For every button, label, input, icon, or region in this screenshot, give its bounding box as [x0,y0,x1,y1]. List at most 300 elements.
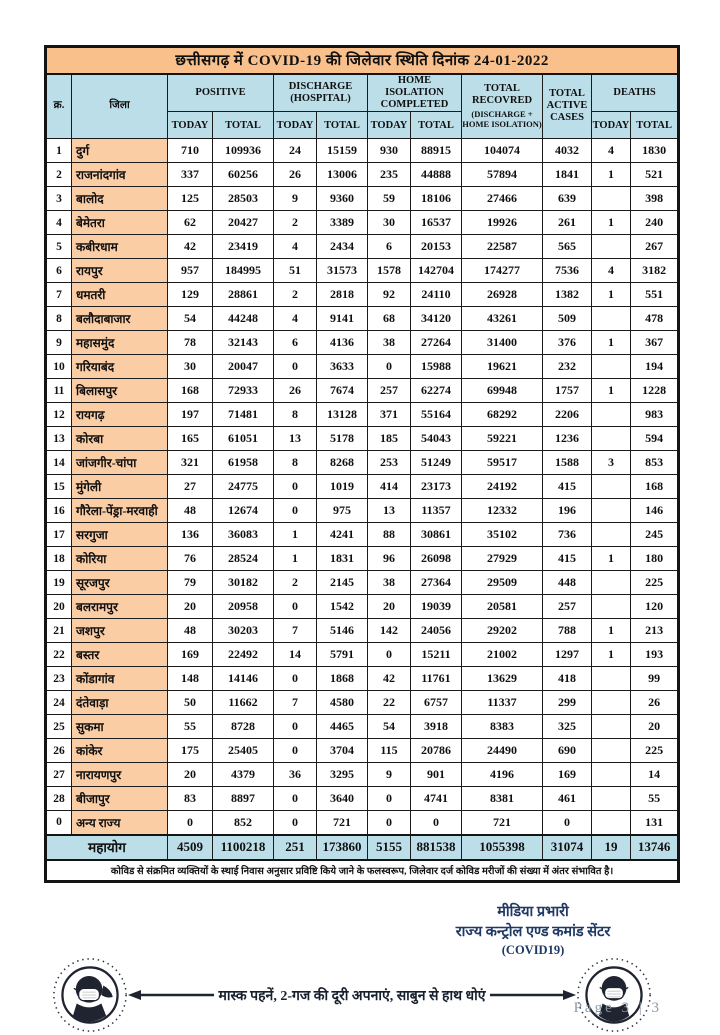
total-label: महायोग [46,835,168,860]
cell-value: 24775 [213,475,274,499]
cell-value: 853 [631,451,679,475]
cell-value: 0 [274,475,317,499]
cell-value: 8268 [317,451,368,475]
table-row [46,211,679,235]
cell-value: 3633 [317,355,368,379]
header-home-total: TOTAL [411,112,462,139]
cell-serial: 12 [46,403,72,427]
cell-value: 22 [368,691,411,715]
cell-value: 6 [274,331,317,355]
cell-value [592,427,631,451]
table-row [46,379,679,403]
cell-value: 8897 [213,787,274,811]
total-cell: 13746 [631,835,679,860]
cell-district: कबीरधाम [72,235,168,259]
total-cell: 5155 [368,835,411,860]
cell-value: 2 [274,571,317,595]
cell-value: 25405 [213,739,274,763]
cell-value: 29509 [462,571,543,595]
cell-value: 6 [368,235,411,259]
covid-status-table [44,45,680,883]
table-row [46,259,679,283]
cell-value: 20786 [411,739,462,763]
cell-value: 20427 [213,211,274,235]
cell-value: 31400 [462,331,543,355]
cell-value: 9 [368,763,411,787]
table-row [46,499,679,523]
cell-district: बीजापुर [72,787,168,811]
cell-value: 88915 [411,139,462,163]
cell-value: 30 [368,211,411,235]
cell-value: 19926 [462,211,543,235]
cell-value [592,403,631,427]
cell-district: दंतेवाड़ा [72,691,168,715]
cell-value: 253 [368,451,411,475]
cell-value: 24110 [411,283,462,307]
header-positive: POSITIVE [168,74,274,112]
cell-serial: 10 [46,355,72,379]
cell-serial: 16 [46,499,72,523]
cell-value: 44888 [411,163,462,187]
cell-value: 20 [168,595,213,619]
cell-value: 20153 [411,235,462,259]
cell-value: 12332 [462,499,543,523]
cell-value: 19039 [411,595,462,619]
cell-value [592,763,631,787]
cell-serial: 9 [46,331,72,355]
cell-value: 35102 [462,523,543,547]
cell-value [592,355,631,379]
cell-value: 4 [274,235,317,259]
cell-value: 27264 [411,331,462,355]
cell-district: जशपुर [72,619,168,643]
cell-value: 16537 [411,211,462,235]
cell-value [592,739,631,763]
cell-value: 0 [368,787,411,811]
cell-value: 131 [631,811,679,835]
cell-serial: 4 [46,211,72,235]
cell-value: 60256 [213,163,274,187]
header-active-cases: TOTAL ACTIVE CASES [543,74,592,139]
cell-district: बेमेतरा [72,211,168,235]
mask-message: मास्क पहनें, 2-गज की दूरी अपनाएं, साबुन से हाथ धोएं [218,988,486,1004]
cell-value: 196 [543,499,592,523]
cell-value: 639 [543,187,592,211]
header-positive-today: TODAY [168,112,213,139]
cell-serial: 19 [46,571,72,595]
cell-value: 42 [368,667,411,691]
cell-value: 99 [631,667,679,691]
cell-value: 565 [543,235,592,259]
cell-value: 901 [411,763,462,787]
cell-value [592,787,631,811]
cell-value: 0 [274,715,317,739]
cell-value: 55 [631,787,679,811]
table-row [46,787,679,811]
total-row [46,835,679,860]
cell-value: 59 [368,187,411,211]
cell-district: मुंगेली [72,475,168,499]
cell-value: 23419 [213,235,274,259]
cell-district: बलरामपुर [72,595,168,619]
cell-value: 193 [631,643,679,667]
cell-value: 15211 [411,643,462,667]
cell-district: महासमुंद [72,331,168,355]
cell-value: 68292 [462,403,543,427]
cell-value: 213 [631,619,679,643]
signature-covid: (COVID19) [501,943,565,958]
cell-value: 50 [168,691,213,715]
cell-value: 551 [631,283,679,307]
header-district: जिला [72,74,168,139]
cell-value: 55 [168,715,213,739]
cell-value: 0 [368,811,411,835]
cell-value: 337 [168,163,213,187]
cell-value: 69948 [462,379,543,403]
cell-value: 3 [592,451,631,475]
cell-district: धमतरी [72,283,168,307]
cell-serial: 23 [46,667,72,691]
table-row [46,763,679,787]
cell-value: 8728 [213,715,274,739]
cell-serial: 17 [46,523,72,547]
cell-district: कोरिया [72,547,168,571]
cell-value: 31573 [317,259,368,283]
cell-value: 4 [592,139,631,163]
cell-value: 0 [411,811,462,835]
cell-value: 54043 [411,427,462,451]
cell-value: 129 [168,283,213,307]
cell-value: 15988 [411,355,462,379]
table-body [46,139,679,835]
cell-serial: 27 [46,763,72,787]
cell-value: 61958 [213,451,274,475]
cell-value: 168 [631,475,679,499]
cell-value: 3389 [317,211,368,235]
cell-value: 8 [274,451,317,475]
header-discharge-total: TOTAL [317,112,368,139]
cell-serial: 26 [46,739,72,763]
table-row [46,451,679,475]
header-group-row [46,74,679,112]
table-row [46,307,679,331]
title-row [46,47,679,74]
cell-value: 3295 [317,763,368,787]
mask-advisory [52,956,652,1034]
cell-value: 13128 [317,403,368,427]
cell-serial: 2 [46,163,72,187]
cell-value: 30182 [213,571,274,595]
cell-value: 142704 [411,259,462,283]
cell-value: 325 [543,715,592,739]
cell-value [592,811,631,835]
cell-serial: 5 [46,235,72,259]
cell-value: 29202 [462,619,543,643]
cell-value: 2818 [317,283,368,307]
cell-serial: 21 [46,619,72,643]
cell-value: 148 [168,667,213,691]
cell-serial: 22 [46,643,72,667]
table-row [46,691,679,715]
cell-value: 20 [368,595,411,619]
cell-value: 76 [168,547,213,571]
header-discharge-today: TODAY [274,112,317,139]
cell-value: 4379 [213,763,274,787]
cell-value: 261 [543,211,592,235]
cell-serial: 6 [46,259,72,283]
cell-value: 690 [543,739,592,763]
header-deaths-today: TODAY [592,112,631,139]
cell-value: 1831 [317,547,368,571]
cell-value: 38 [368,331,411,355]
cell-value: 983 [631,403,679,427]
page-number: Page 3 | 3 [573,1000,662,1016]
cell-value: 1 [592,619,631,643]
cell-value: 14 [631,763,679,787]
cell-value: 414 [368,475,411,499]
cell-value: 9360 [317,187,368,211]
cell-value: 5178 [317,427,368,451]
cell-value [592,475,631,499]
cell-value: 4136 [317,331,368,355]
cell-value: 0 [274,787,317,811]
cell-value: 448 [543,571,592,595]
cell-value: 1588 [543,451,592,475]
cell-value [592,187,631,211]
cell-value: 146 [631,499,679,523]
cell-value: 26 [631,691,679,715]
cell-serial: 18 [46,547,72,571]
cell-value: 0 [274,499,317,523]
table-row [46,139,679,163]
cell-value: 11761 [411,667,462,691]
cell-value: 28503 [213,187,274,211]
cell-value: 3918 [411,715,462,739]
table-row [46,163,679,187]
cell-district: दुर्ग [72,139,168,163]
footnote-row [46,860,679,882]
cell-value: 54 [168,307,213,331]
cell-serial: 25 [46,715,72,739]
cell-value: 11337 [462,691,543,715]
cell-value: 142 [368,619,411,643]
cell-value: 26928 [462,283,543,307]
cell-value: 1 [274,547,317,571]
cell-district: बिलासपुर [72,379,168,403]
cell-value: 8 [274,403,317,427]
cell-district: गौरेला-पेंड्रा-मरवाही [72,499,168,523]
table-row [46,235,679,259]
cell-value: 1 [274,523,317,547]
total-cell: 1100218 [213,835,274,860]
table-row [46,739,679,763]
table-row [46,187,679,211]
cell-value [592,235,631,259]
cell-value: 38 [368,571,411,595]
table-row [46,523,679,547]
table-row [46,571,679,595]
cell-value [592,595,631,619]
cell-value: 23173 [411,475,462,499]
cell-value: 1 [592,331,631,355]
table-row [46,715,679,739]
cell-value: 92 [368,283,411,307]
cell-value: 27364 [411,571,462,595]
cell-district: बस्तर [72,643,168,667]
cell-serial: 24 [46,691,72,715]
cell-value: 5146 [317,619,368,643]
cell-district: जांजगीर-चांपा [72,451,168,475]
cell-value: 20958 [213,595,274,619]
cell-serial: 14 [46,451,72,475]
cell-value: 3182 [631,259,679,283]
cell-value: 736 [543,523,592,547]
right-arrow-icon [490,988,576,1002]
cell-value: 51249 [411,451,462,475]
cell-value: 521 [631,163,679,187]
cell-value: 32143 [213,331,274,355]
cell-district: नारायणपुर [72,763,168,787]
cell-serial: 1 [46,139,72,163]
cell-value: 175 [168,739,213,763]
cell-value: 180 [631,547,679,571]
cell-value: 2 [274,283,317,307]
cell-district: बलौदाबाजार [72,307,168,331]
cell-value: 788 [543,619,592,643]
cell-value: 165 [168,427,213,451]
cell-value: 59221 [462,427,543,451]
cell-district: अन्य राज्य [72,811,168,835]
table-row [46,595,679,619]
total-cell: 1055398 [462,835,543,860]
cell-value: 104074 [462,139,543,163]
total-cell: 19 [592,835,631,860]
header-home-isolation: HOME ISOLATION COMPLETED [368,74,462,112]
cell-value: 594 [631,427,679,451]
table-row [46,475,679,499]
cell-value: 8381 [462,787,543,811]
cell-value: 4241 [317,523,368,547]
cell-value: 225 [631,739,679,763]
cell-value: 115 [368,739,411,763]
cell-value: 136 [168,523,213,547]
total-cell: 881538 [411,835,462,860]
cell-district: राजनांदगांव [72,163,168,187]
cell-value: 20581 [462,595,543,619]
cell-value: 185 [368,427,411,451]
cell-value: 15159 [317,139,368,163]
cell-value: 0 [368,355,411,379]
cell-value: 1757 [543,379,592,403]
cell-value: 4741 [411,787,462,811]
cell-value: 225 [631,571,679,595]
cell-value: 169 [543,763,592,787]
cell-district: रायपुर [72,259,168,283]
cell-value: 61051 [213,427,274,451]
cell-value: 88 [368,523,411,547]
cell-value: 174277 [462,259,543,283]
cell-value: 1 [592,547,631,571]
masked-woman-icon [52,957,128,1033]
cell-value: 36 [274,763,317,787]
cell-district: कांकेर [72,739,168,763]
cell-value: 1 [592,643,631,667]
cell-value: 13 [274,427,317,451]
masked-man-icon [576,957,652,1033]
cell-value: 72933 [213,379,274,403]
table-row [46,331,679,355]
cell-value: 0 [168,811,213,835]
cell-value: 14146 [213,667,274,691]
cell-value: 96 [368,547,411,571]
cell-value: 125 [168,187,213,211]
cell-value: 418 [543,667,592,691]
cell-value: 5791 [317,643,368,667]
cell-serial: 13 [46,427,72,451]
cell-value: 2434 [317,235,368,259]
cell-value: 120 [631,595,679,619]
cell-serial: 20 [46,595,72,619]
cell-value: 26 [274,379,317,403]
cell-value: 4465 [317,715,368,739]
cell-district: कोरबा [72,427,168,451]
cell-district: रायगढ़ [72,403,168,427]
cell-district: सूरजपुर [72,571,168,595]
cell-value: 44248 [213,307,274,331]
page-title: छत्तीसगढ़ में COVID-19 की जिलेवार स्थिति दिनांक 24-01-2022 [46,47,679,74]
cell-value: 184995 [213,259,274,283]
cell-value: 710 [168,139,213,163]
cell-value: 267 [631,235,679,259]
cell-value: 55164 [411,403,462,427]
cell-value: 1 [592,283,631,307]
cell-value: 957 [168,259,213,283]
cell-value: 852 [213,811,274,835]
cell-value: 376 [543,331,592,355]
cell-value [592,571,631,595]
cell-district: सुकमा [72,715,168,739]
cell-value: 1578 [368,259,411,283]
table-row [46,355,679,379]
cell-value: 1 [592,379,631,403]
cell-value: 1228 [631,379,679,403]
signature-org: राज्य कन्ट्रोल एण्ड कमांड सेंटर [455,923,611,940]
cell-value: 9 [274,187,317,211]
cell-value: 975 [317,499,368,523]
cell-value: 197 [168,403,213,427]
cell-value: 26098 [411,547,462,571]
cell-value: 7674 [317,379,368,403]
cell-value: 245 [631,523,679,547]
cell-value: 257 [543,595,592,619]
cell-value: 1019 [317,475,368,499]
cell-value: 28524 [213,547,274,571]
signature-title: मीडिया प्रभारी [497,904,569,920]
cell-value: 461 [543,787,592,811]
cell-value: 0 [274,667,317,691]
cell-value: 4032 [543,139,592,163]
cell-value: 36083 [213,523,274,547]
cell-value: 1 [592,163,631,187]
table-row [46,547,679,571]
cell-value: 299 [543,691,592,715]
header-deaths: DEATHS [592,74,679,112]
cell-value [592,307,631,331]
cell-value: 398 [631,187,679,211]
cell-value: 71481 [213,403,274,427]
table-row [46,667,679,691]
table-row [46,427,679,451]
